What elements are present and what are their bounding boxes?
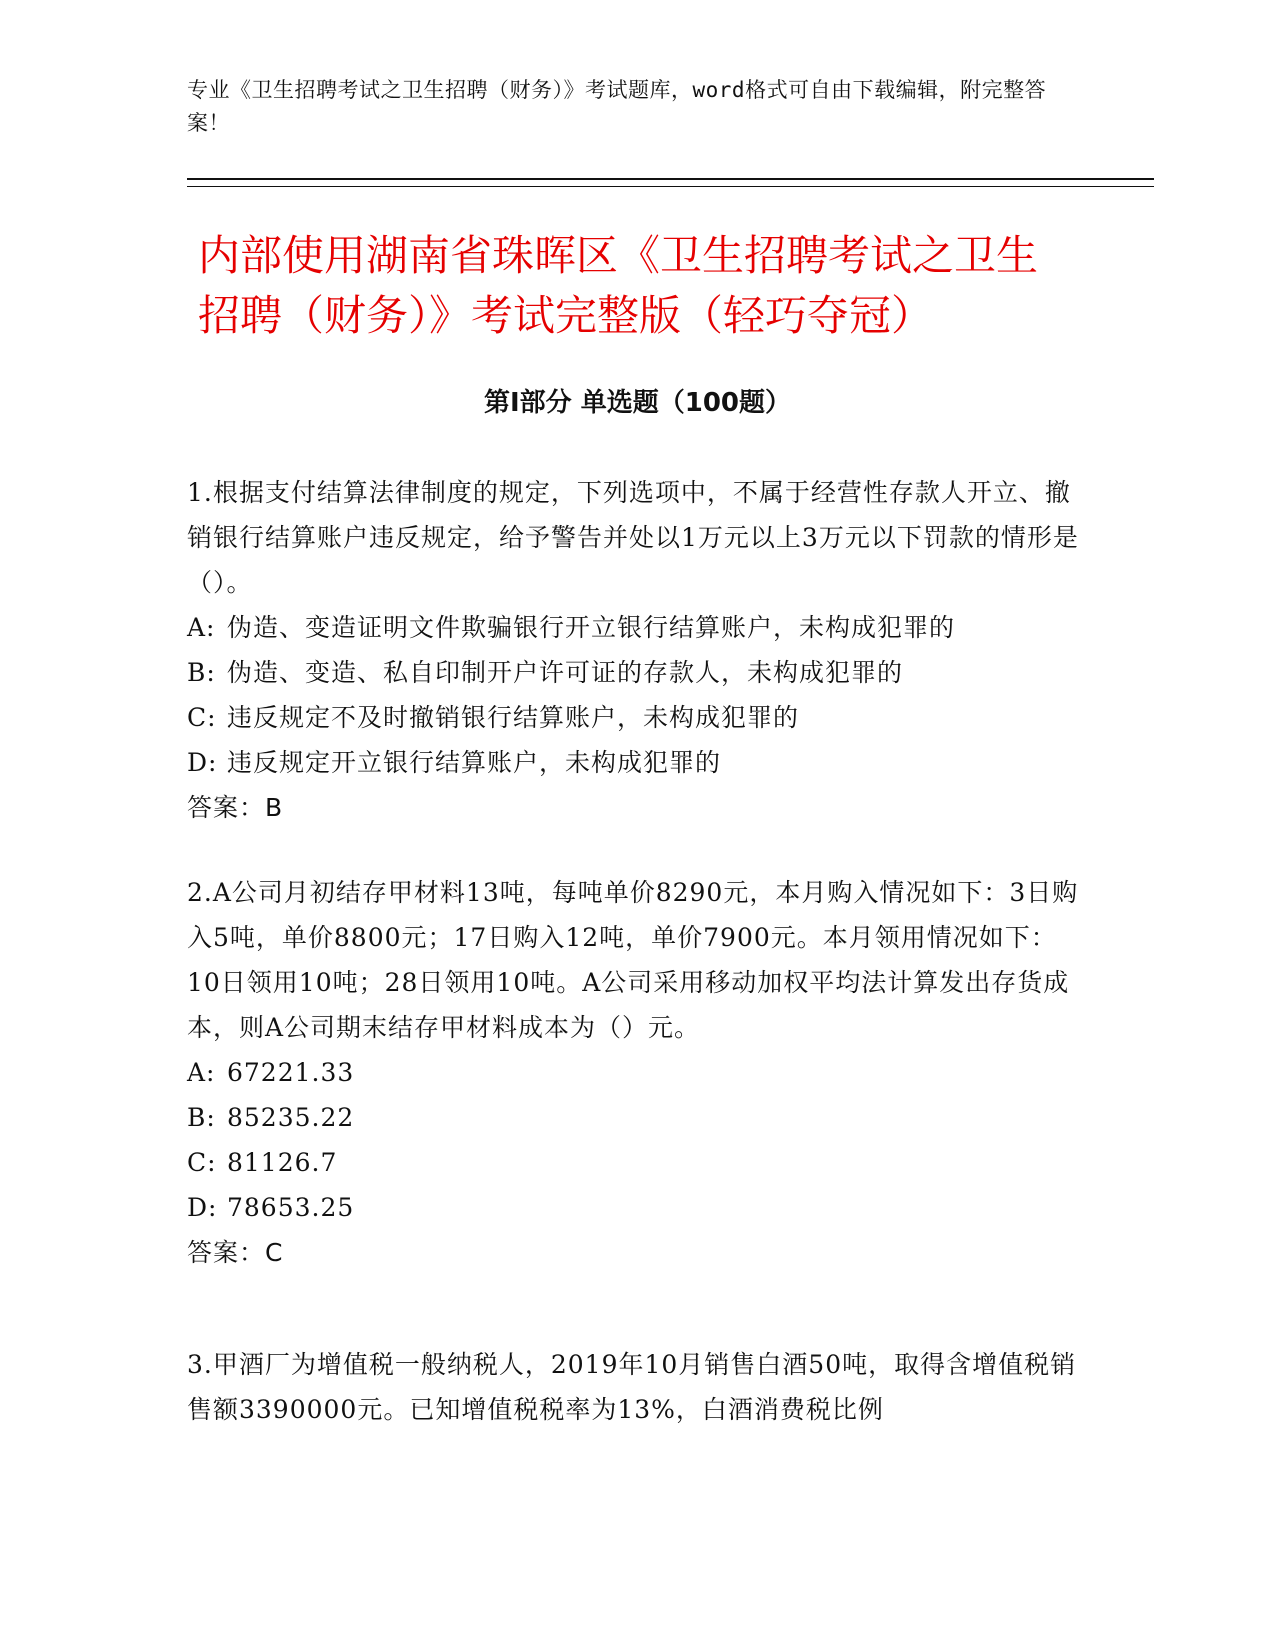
option-text: 伪造、变造证明文件欺骗银行开立银行结算账户，未构成犯罪的 <box>227 613 956 642</box>
option-label: D: <box>187 1193 218 1222</box>
option-text: 85235.22 <box>227 1103 355 1132</box>
option-label: A: <box>187 1058 216 1087</box>
option-a <box>187 1050 1082 1095</box>
answer: 答案：C <box>187 1238 284 1267</box>
option-b <box>187 1095 1082 1140</box>
option-text: 67221.33 <box>227 1058 355 1087</box>
option-label: B: <box>187 1103 216 1132</box>
option-text: 81126.7 <box>227 1148 338 1177</box>
header-note: 专业《卫生招聘考试之卫生招聘（财务）》考试题库，word格式可自由下载编辑，附完整答案！ <box>187 78 1047 135</box>
option-a <box>187 605 1082 650</box>
section-heading: 第Ⅰ部分 单选题（100题） <box>484 388 791 418</box>
option-text: 78653.25 <box>227 1193 355 1222</box>
option-c <box>187 695 1082 740</box>
question-text: 1.根据支付结算法律制度的规定，下列选项中，不属于经营性存款人开立、撤销银行结算账户违反规定，给予警告并处以1万元以上3万元以下罚款的情形是（）。 <box>187 478 1079 597</box>
option-text: 伪造、变造、私自印制开户许可证的存款人，未构成犯罪的 <box>227 658 904 687</box>
option-d <box>187 740 1082 785</box>
answer: 答案：B <box>187 793 284 822</box>
option-label: D: <box>187 748 218 777</box>
option-label: C: <box>187 1148 217 1177</box>
option-b <box>187 650 1082 695</box>
question-text: 3.甲酒厂为增值税一般纳税人，2019年10月销售白酒50吨，取得含增值税销售额3390000元。已知增值税税率为13%，白酒消费税比例 <box>187 1350 1077 1424</box>
option-label: C: <box>187 703 217 732</box>
option-text: 违反规定不及时撤销银行结算账户，未构成犯罪的 <box>227 703 800 732</box>
option-d <box>187 1185 1082 1230</box>
question-text: 2.A公司月初结存甲材料13吨，每吨单价8290元，本月购入情况如下：3日购入5吨，单价8800元；17日购入12吨，单价7900元。本月领用情况如下：10日领用10吨；28日领用10吨。A公司采用移动加权平均法计算发出存货成本，则A公司期末结存甲材料成本为（）元。 <box>187 878 1079 1042</box>
header-divider-thin <box>187 186 1154 187</box>
document-title: 内部使用湖南省珠晖区《卫生招聘考试之卫生招聘（财务）》考试完整版（轻巧夺冠） <box>198 231 1039 340</box>
option-c <box>187 1140 1082 1185</box>
question-3 <box>187 1342 1082 1432</box>
option-text: 违反规定开立银行结算账户，未构成犯罪的 <box>227 748 722 777</box>
question-1 <box>187 470 1082 830</box>
question-2 <box>187 870 1082 1275</box>
header-divider-thick <box>187 178 1154 180</box>
option-label: B: <box>187 658 216 687</box>
option-label: A: <box>187 613 216 642</box>
